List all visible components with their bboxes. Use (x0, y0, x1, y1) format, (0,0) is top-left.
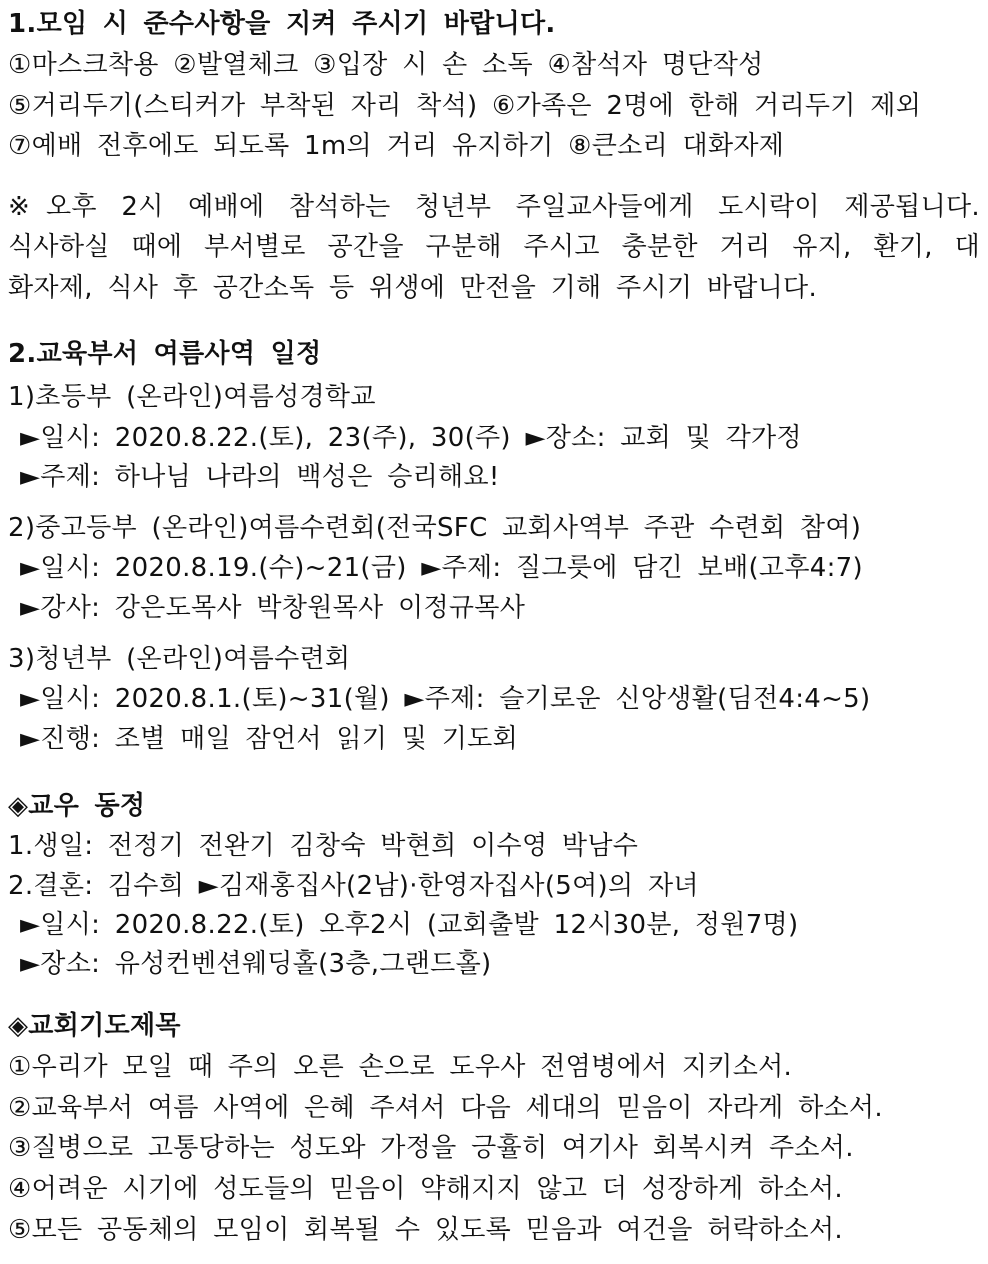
prayer-line-4: ④어려운 시기에 성도들의 믿음이 약해지지 않고 더 성장하게 하소서. (8, 1174, 843, 1204)
section2-title: 2.교육부서 여름사역 일정 (8, 339, 322, 369)
prayer-line-1: ①우리가 모일 때 주의 오른 손으로 도우사 전염병에서 지키소서. (8, 1052, 793, 1082)
news-item-1: ►일시: 2020.8.22.(토) 오후2시 (교회출발 12시30분, 정원7명) (20, 910, 799, 940)
rule-line-1: ①마스크착용 ②발열체크 ③입장 시 손 소독 ④참석자 명단작성 (8, 50, 764, 80)
news-line-2: 2.결혼: 김수희 ►김재홍집사(2남)·한영자집사(5여)의 자녀 (8, 871, 699, 901)
group2-item-1: ►일시: 2020.8.19.(수)~21(금) ►주제: 질그릇에 담긴 보배(고후4:7) (20, 553, 863, 583)
group3-heading: 3)청년부 (온라인)여름수련회 (8, 644, 351, 674)
group1-heading: 1)초등부 (온라인)여름성경학교 (8, 382, 376, 412)
note-line-1: ※오후 2시 예배에 참석하는 청년부 주일교사들에게 도시락이 제공됩니다. (8, 192, 980, 222)
rule-line-2: ⑤거리두기(스티커가 부착된 자리 착석) ⑥가족은 2명에 한해 거리두기 제외 (8, 91, 922, 121)
prayer-line-2: ②교육부서 여름 사역에 은혜 주셔서 다음 세대의 믿음이 자라게 하소서. (8, 1093, 883, 1123)
group2-item-2: ►강사: 강은도목사 박창원목사 이정규목사 (20, 593, 526, 623)
group3-item-2: ►진행: 조별 매일 잠언서 읽기 및 기도회 (20, 724, 518, 754)
group2-heading: 2)중고등부 (온라인)여름수련회(전국SFC 교회사역부 주관 수련회 참여) (8, 513, 862, 543)
section3-title: ◈교우 동정 (8, 791, 146, 821)
note-line-3: 화자제, 식사 후 공간소독 등 위생에 만전을 기해 주시기 바랍니다. (8, 273, 818, 303)
group1-item-1: ►일시: 2020.8.22.(토), 23(주), 30(주) ►장소: 교회 및 각가정 (20, 423, 802, 453)
note-line-2: 식사하실 때에 부서별로 공간을 구분해 주시고 충분한 거리 유지, 환기, 대 (8, 232, 980, 262)
news-item-2: ►장소: 유성컨벤션웨딩홀(3층,그랜드홀) (20, 949, 492, 979)
section4-title: ◈교회기도제목 (8, 1011, 181, 1041)
group3-item-1: ►일시: 2020.8.1.(토)~31(월) ►주제: 슬기로운 신앙생활(딤전4:4~5) (20, 684, 871, 714)
section1-title: 1.모임 시 준수사항을 지켜 주시기 바랍니다. (8, 9, 556, 39)
news-line-1: 1.생일: 전정기 전완기 김창숙 박현희 이수영 박남수 (8, 831, 639, 861)
prayer-line-3: ③질병으로 고통당하는 성도와 가정을 긍휼히 여기사 회복시켜 주소서. (8, 1133, 854, 1163)
rule-line-3: ⑦예배 전후에도 되도록 1m의 거리 유지하기 ⑧큰소리 대화자제 (8, 131, 785, 161)
group1-item-2: ►주제: 하나님 나라의 백성은 승리해요! (20, 462, 500, 492)
prayer-line-5: ⑤모든 공동체의 모임이 회복될 수 있도록 믿음과 여건을 허락하소서. (8, 1215, 843, 1245)
